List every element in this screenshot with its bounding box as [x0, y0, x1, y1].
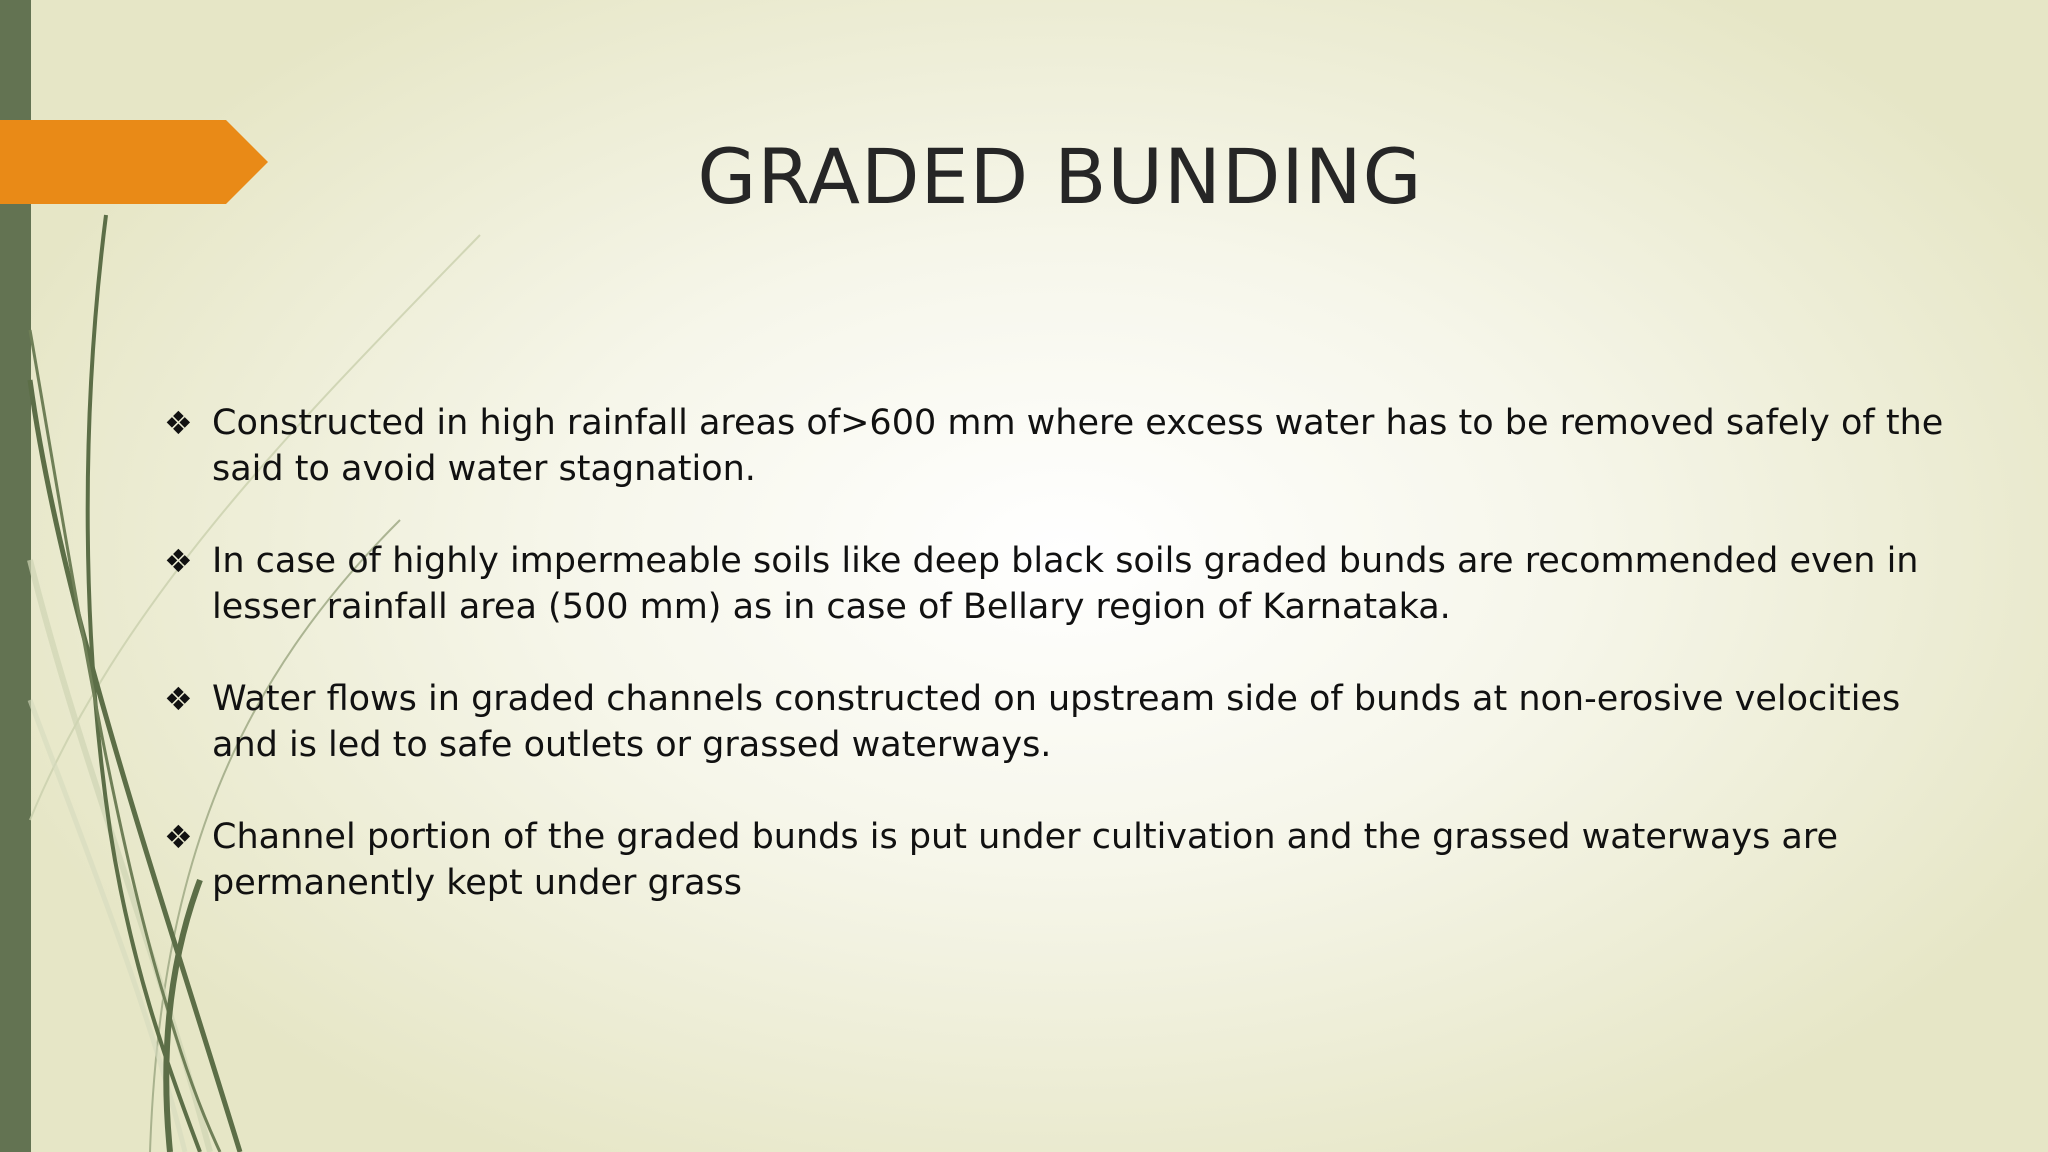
bullet-text: Channel portion of the graded bunds is put under cultivation and the grassed waterways are permanently kept under grass: [212, 817, 1839, 903]
list-item: [160, 400, 1960, 492]
bullet-text: Water flows in graded channels constructed on upstream side of bunds at non-erosive velocities and is led to safe outlets or grassed waterways.: [212, 679, 1901, 765]
diamond-bullet-icon: ❖: [164, 818, 193, 856]
list-item: [160, 814, 1960, 906]
diamond-bullet-icon: ❖: [164, 542, 193, 580]
diamond-bullet-icon: ❖: [164, 404, 193, 442]
bullet-text: Constructed in high rainfall areas of>600 mm where excess water has to be removed safely of the said to avoid water stagnation.: [212, 403, 1944, 489]
list-item: [160, 538, 1960, 630]
slide-title: GRADED BUNDING: [697, 131, 1423, 221]
diamond-bullet-icon: ❖: [164, 680, 193, 718]
bullet-text: In case of highly impermeable soils like deep black soils graded bunds are recommended even in lesser rainfall area (500 mm) as in case of Bellary region of Karnataka.: [212, 541, 1919, 627]
bullet-list: [160, 400, 1960, 952]
orange-arrow-tab: [0, 120, 268, 204]
list-item: [160, 676, 1960, 768]
